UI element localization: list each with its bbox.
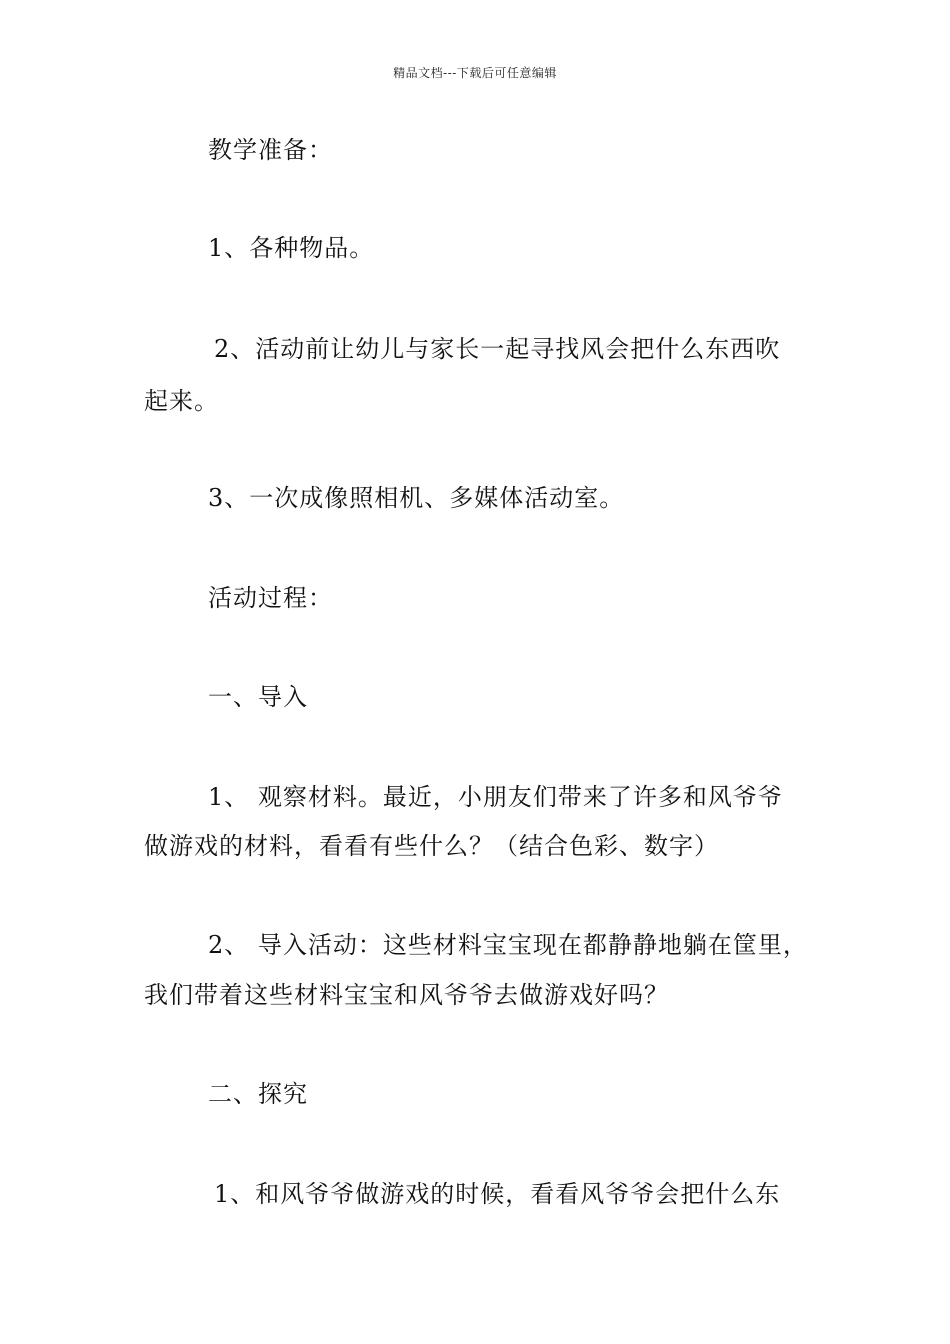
section-heading-intro: 一、导入: [208, 683, 308, 711]
paragraph-line: 做游戏的材料，看看有些什么？（结合色彩、数字）: [144, 832, 719, 860]
section-heading-preparation: 教学准备：: [208, 136, 333, 164]
paragraph-line: 1、和风爷爷做游戏的时候，看看风爷爷会把什么东: [214, 1180, 781, 1208]
paragraph-line: 3、一次成像照相机、多媒体活动室。: [208, 484, 625, 512]
paragraph-line: 2、 导入活动：这些材料宝宝现在都静静地躺在筐里，: [208, 931, 808, 959]
paragraph-line: 2、活动前让幼儿与家长一起寻找风会把什么东西吹: [214, 335, 781, 363]
section-heading-explore: 二、探究: [208, 1080, 308, 1108]
paragraph-line: 1、 观察材料。最近，小朋友们带来了许多和风爷爷: [208, 783, 783, 811]
paragraph-line: 起来。: [144, 387, 219, 415]
paragraph-line: 1、各种物品。: [208, 234, 375, 262]
page-header: 精品文档---下载后可任意编辑: [393, 66, 557, 80]
paragraph-line: 我们带着这些材料宝宝和风爷爷去做游戏好吗？: [144, 981, 669, 1009]
section-heading-process: 活动过程：: [208, 584, 333, 612]
